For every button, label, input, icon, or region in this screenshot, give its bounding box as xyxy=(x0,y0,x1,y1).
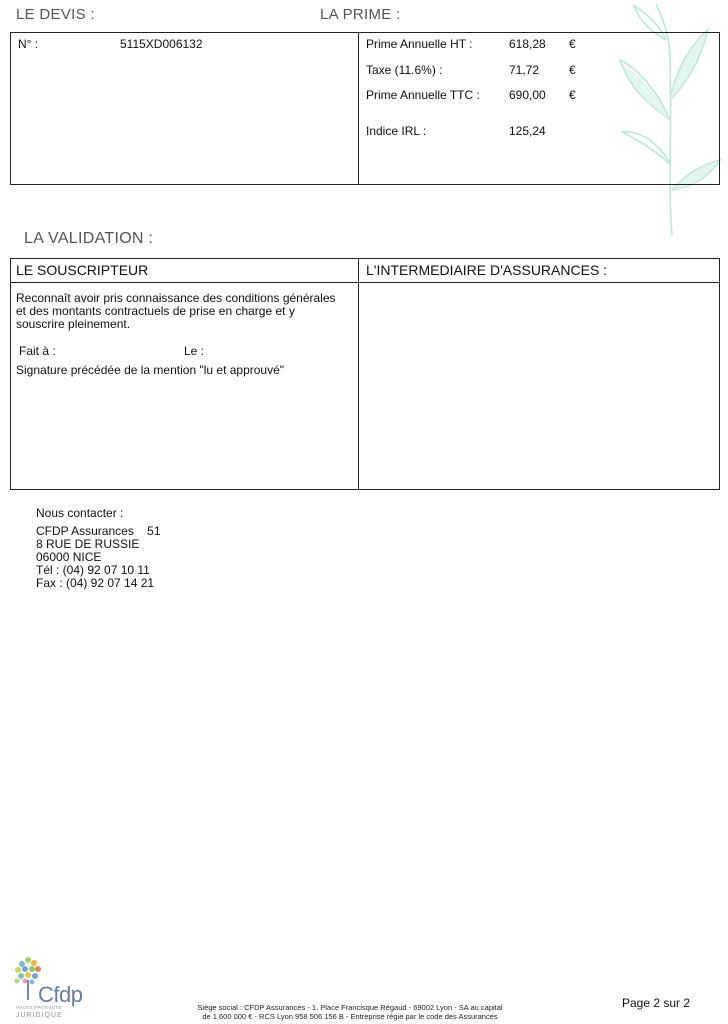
footer-legal xyxy=(150,1003,550,1021)
validation-divider xyxy=(358,258,359,490)
prime-section-title: LA PRIME : xyxy=(320,6,401,23)
taxe-label: Taxe (11.6%) : xyxy=(366,63,443,77)
le-label: Le : xyxy=(184,344,205,358)
validation-header-rule xyxy=(10,282,720,283)
contact-block xyxy=(36,507,161,590)
devis-number-value: 5115XD006132 xyxy=(120,37,203,51)
devis-prime-box xyxy=(10,32,720,185)
irl-label: Indice IRL : xyxy=(366,124,427,138)
contact-heading: Nous contacter : xyxy=(36,506,124,520)
prime-ht-currency: € xyxy=(569,37,576,51)
devis-number-label: N° : xyxy=(18,37,39,51)
fait-a-label: Fait à : xyxy=(19,344,56,358)
logo-subtitle-2: JURIDIQUE xyxy=(16,1012,63,1019)
contact-company: CFDP Assurances xyxy=(36,524,134,538)
validation-section-title: LA VALIDATION : xyxy=(24,230,154,247)
signature-note: Signature précédée de la mention "lu et approuvé" xyxy=(16,363,285,377)
contact-company-code: 51 xyxy=(147,524,161,538)
devis-section-title: LE DEVIS : xyxy=(16,6,95,23)
souscripteur-header: LE SOUSCRIPTEUR xyxy=(16,262,149,278)
devis-prime-divider xyxy=(358,32,359,185)
contact-city: 06000 NICE xyxy=(36,550,102,564)
taxe-value: 71,72 xyxy=(509,63,540,77)
page-number: Page 2 sur 2 xyxy=(622,996,691,1010)
souscripteur-statement: Reconnaît avoir pris connaissance des conditions générales et des montants contractuels de prise en charge et y souscrire pleinement. xyxy=(16,291,336,331)
contact-tel: Tél : (04) 92 07 10 11 xyxy=(36,563,150,577)
intermediaire-header: L'INTERMEDIAIRE D'ASSURANCES : xyxy=(366,262,608,278)
logo-subtitle-1: HAUTE PROXIMITÉ xyxy=(16,1005,62,1010)
footer-legal-line-1: Siège social : CFDP Assurances - 1, Place Francisque Régaud - 69002 Lyon - SA au capital xyxy=(197,1003,503,1012)
prime-ttc-label: Prime Annuelle TTC : xyxy=(366,88,480,102)
contact-street: 8 RUE DE RUSSIE xyxy=(36,537,140,551)
irl-value: 125,24 xyxy=(509,124,546,138)
contact-fax: Fax : (04) 92 07 14 21 xyxy=(36,576,155,590)
prime-ttc-value: 690,00 xyxy=(509,88,546,102)
footer-legal-line-2: de 1 600 000 € - RCS Lyon 958 506 156 B - Entreprise régie par le code des Assurances xyxy=(202,1012,498,1021)
prime-ht-label: Prime Annuelle HT : xyxy=(366,37,473,51)
prime-ttc-currency: € xyxy=(569,88,576,102)
logo-wordmark: Cfdp xyxy=(38,982,83,1007)
taxe-currency: € xyxy=(569,63,576,77)
prime-ht-value: 618,28 xyxy=(509,37,546,51)
